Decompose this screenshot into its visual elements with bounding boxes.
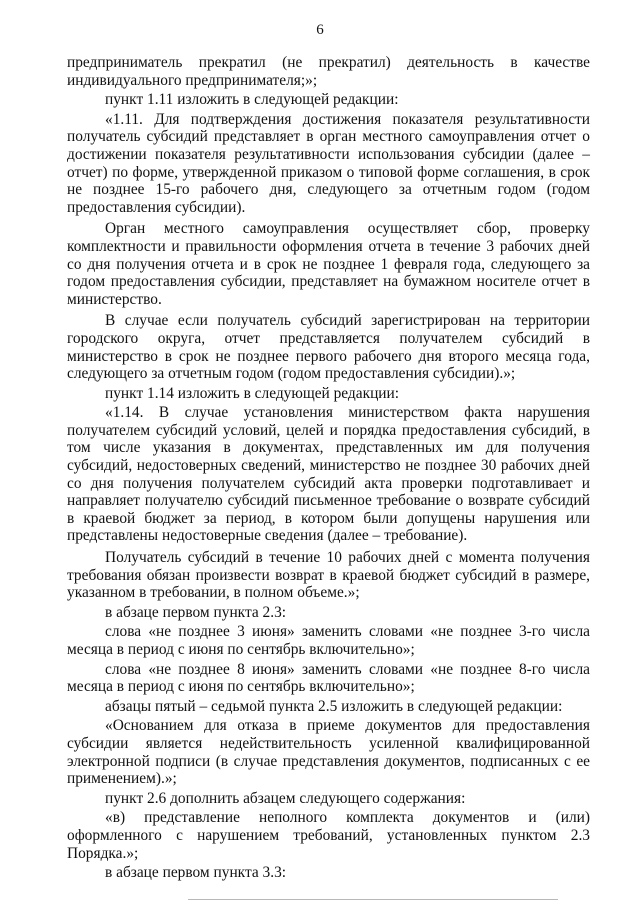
paragraph: «в) представление неполного комплекта документов и (или) оформленного с нарушением требований, установленных пунктом 2.3 Порядка.»; bbox=[67, 809, 590, 862]
paragraph: В случае если получатель субсидий зарегистрирован на территории городского округа, отчет представляется получателем субсидий в министерство в срок не позднее первого рабочего дня второго месяца года, следующего за отчетным годом (годом предоставления субсидии).»; bbox=[67, 312, 590, 383]
paragraph: пункт 2.6 дополнить абзацем следующего содержания: bbox=[105, 789, 466, 807]
document-body bbox=[67, 54, 590, 882]
paragraph: Получатель субсидий в течение 10 рабочих дней с момента получения требования обязан произвести возврат в краевой бюджет субсидий в размере, указанном в требовании, в полном объеме.»; bbox=[67, 549, 590, 602]
paragraph: пункт 1.11 изложить в следующей редакции: bbox=[105, 91, 399, 109]
paragraph: в абзаце первом пункта 2.3: bbox=[105, 603, 287, 621]
paragraph: «1.11. Для подтверждения достижения показателя результативности получатель субсидий представляет в орган местного самоуправления отчет о достижении показателя результативности использования субсидии (далее – отчет) по форме, утвержденной приказом о типовой форме соглашения, в срок не позднее 15-го рабочего дня, следующего за отчетным годом (годом предоставления субсидии). bbox=[67, 110, 590, 216]
paragraph: Орган местного самоуправления осуществляет сбор, проверку комплектности и правильности оформления отчета в течение 3 рабочих дней со дня получения отчета и в срок не позднее 1 февраля года, следующего за годом предоставления субсидии, представляет на бумажном носителе отчет в министерство. bbox=[67, 220, 590, 308]
paragraph: «Основанием для отказа в приеме документов для предоставления субсидии является недействительность усиленной квалифицированной электронной подписи (в случае представления документов, подписанных с ее применением).»; bbox=[67, 717, 590, 788]
paragraph: слова «не позднее 3 июня» заменить словами «не позднее 3-го числа месяца в период с июня по сентябрь включительно»; bbox=[67, 623, 590, 658]
page-number: 6 bbox=[316, 22, 324, 38]
paragraph: в абзаце первом пункта 3.3: bbox=[105, 864, 287, 882]
paragraph: абзацы пятый – седьмой пункта 2.5 изложить в следующей редакции: bbox=[105, 697, 563, 715]
paragraph: предприниматель прекратил (не прекратил) деятельность в качестве индивидуального предпринимателя;»; bbox=[67, 54, 590, 89]
paragraph: «1.14. В случае установления министерством факта нарушения получателем субсидий условий, целей и порядка предоставления субсидий, в том числе указания в документах, представленных им для получения субсидий, недостоверных сведений, министерство не позднее 30 рабочих дней со дня получения получателем субсидий акта проверки подготавливает и направляет получателю субсидий письменное требование о возврате субсидий в краевой бюджет за период, в котором были допущены нарушения или представлены недостоверные сведения (далее – требование). bbox=[67, 404, 590, 545]
paragraph: слова «не позднее 8 июня» заменить словами «не позднее 8-го числа месяца в период с июня по сентябрь включительно»; bbox=[67, 660, 590, 696]
scan-edge-line bbox=[188, 899, 558, 900]
paragraph: пункт 1.14 изложить в следующей редакции: bbox=[105, 384, 400, 402]
